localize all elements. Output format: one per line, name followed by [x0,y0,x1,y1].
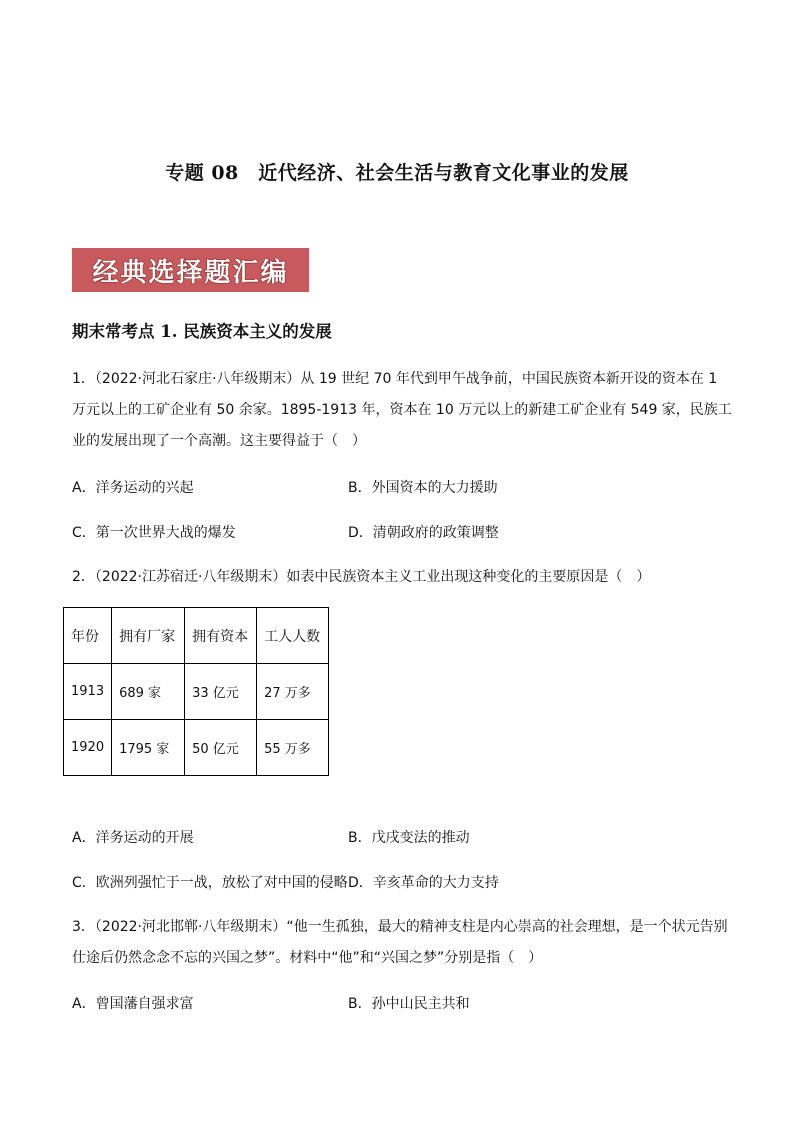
table-cell: 27 万多 [257,664,329,720]
table-cell: 1920 [64,720,112,776]
document-title: 专题 08 近代经济、社会生活与教育文化事业的发展 [165,162,629,184]
question-1-option-c: C．第一次世界大战的爆发 [72,525,236,541]
table-cell: 1795 家 [112,720,185,776]
banner-text: 经典选择题汇编 [92,257,289,288]
table-cell: 55 万多 [257,720,329,776]
question-2-option-c: C．欧洲列强忙于一战，放松了对中国的侵略 [72,875,348,891]
question-2-option-b: B．戊戌变法的推动 [348,830,470,846]
table-cell: 33 亿元 [185,664,257,720]
industry-data-table [63,607,329,776]
table-header-row [64,608,329,664]
question-1-option-d: D．清朝政府的政策调整 [348,525,499,541]
table-cell: 1913 [64,664,112,720]
question-1-text: 1．（2022·河北石家庄·八年级期末）从 19 世纪 70 年代到甲午战争前，中国民族资本新开设的资本在 1 万元以上的工矿企业有 50 余家。1895-1913 年，资本在 10 万元以上的新建工矿企业有 549 家，民族工业的发展出现了一个高潮。这主要得益于（ ） [72,371,732,449]
table-header-cell: 拥有厂家 [112,608,185,664]
table-row [64,720,329,776]
table-cell: 50 亿元 [185,720,257,776]
section-heading: 期末常考点 1. 民族资本主义的发展 [72,322,332,341]
question-1-option-b: B．外国资本的大力援助 [348,480,498,496]
table-header-cell: 拥有资本 [185,608,257,664]
question-1-option-a: A．洋务运动的兴起 [72,480,194,496]
table-header-cell: 年份 [64,608,112,664]
table-row [64,664,329,720]
table-cell: 689 家 [112,664,185,720]
table-header-cell: 工人人数 [257,608,329,664]
question-3-text: 3．（2022·河北邯郸·八年级期末）“他一生孤独，最大的精神支柱是内心崇高的社会理想，是一个状元告别仕途后仍然念念不忘的兴国之梦”。材料中“他”和“兴国之梦”分别是指（ ） [72,919,728,966]
question-2-text: 2．（2022·江苏宿迁·八年级期末）如表中民族资本主义工业出现这种变化的主要原因是（ ） [72,569,651,585]
question-2-option-a: A．洋务运动的开展 [72,830,194,846]
section-banner [72,248,309,292]
question-3-option-b: B．孙中山民主共和 [348,996,470,1012]
question-3-option-a: A．曾国藩自强求富 [72,996,194,1012]
question-2-option-d: D．辛亥革命的大力支持 [348,875,499,891]
